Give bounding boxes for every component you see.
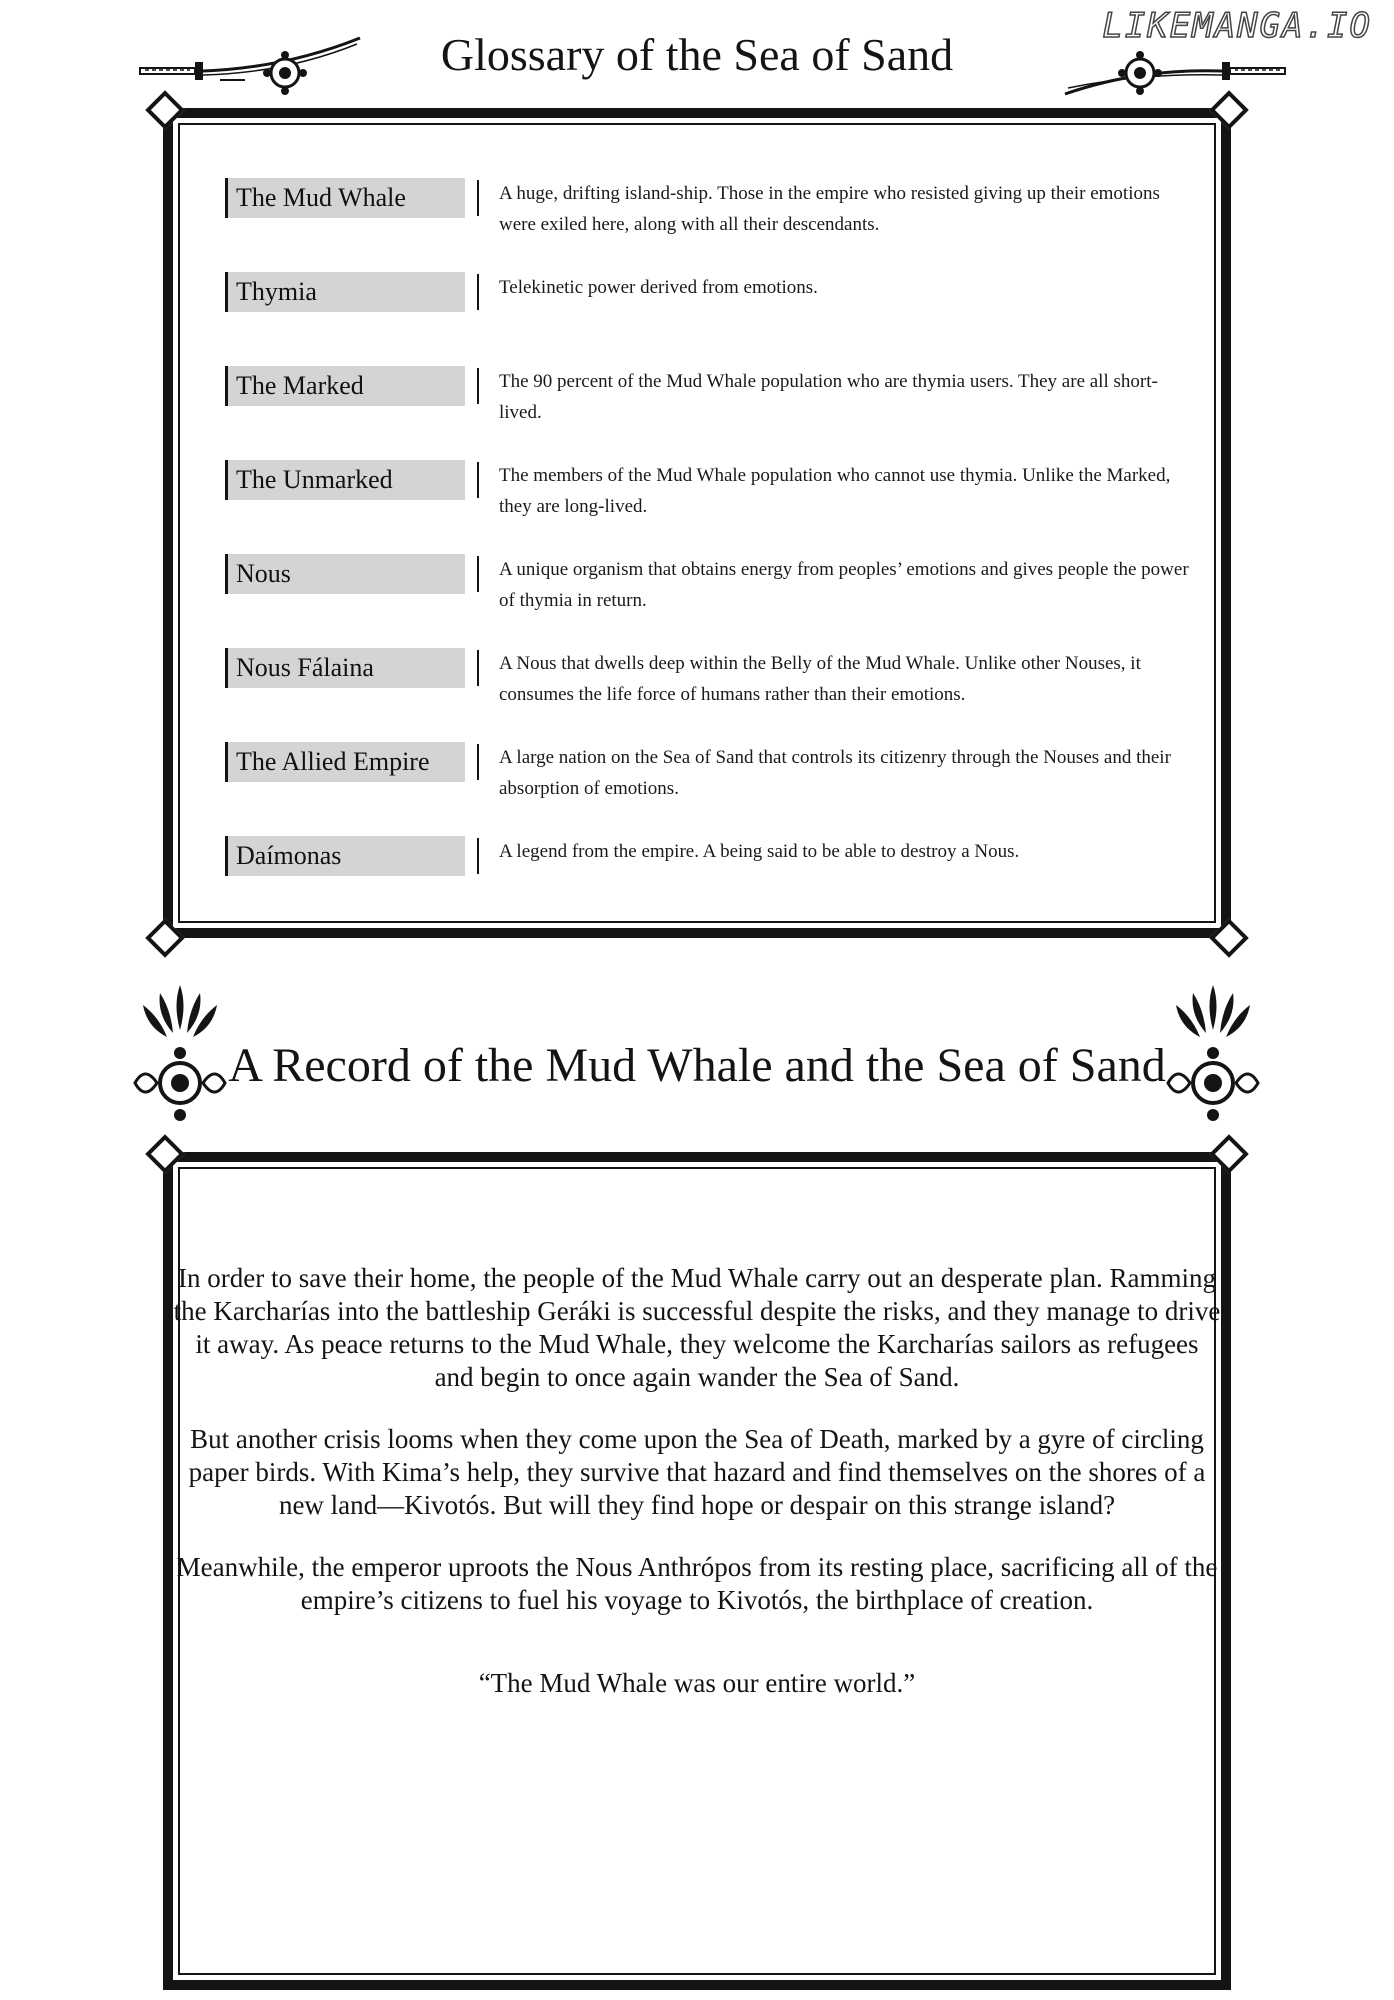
glossary-term: Thymia <box>225 272 465 312</box>
glossary-definition: A Nous that dwells deep within the Belly of the Mud Whale. Unlike other Nouses, it consumes the life force of humans rather than their emotions. <box>499 653 1141 705</box>
watermark: LIKEMANGA.IO <box>1102 6 1372 46</box>
glossary-term: The Allied Empire <box>225 742 465 782</box>
record-body <box>173 1262 1221 1729</box>
glossary-definition: A huge, drifting island-ship. Those in the empire who resisted giving up their emotions were exiled here, along with all their descendants. <box>499 183 1160 235</box>
record-paragraph: Meanwhile, the emperor uproots the Nous Anthrópos from its resting place, sacrificing all of the empire’s citizens to fuel his voyage to Kivotós, the birthplace of creation. <box>176 1552 1218 1615</box>
glossary-definition: The 90 percent of the Mud Whale population who are thymia users. They are all short-lived. <box>499 371 1158 423</box>
record-paragraph: But another crisis looms when they come upon the Sea of Death, marked by a gyre of circling paper birds. With Kima’s help, they survive that hazard and find themselves on the shores of a new land—Kivotós. But will they find hope or despair on this strange island? <box>188 1424 1206 1520</box>
glossary-term: The Mud Whale <box>225 178 465 218</box>
glossary-definition: A legend from the empire. A being said to be able to destroy a Nous. <box>499 841 1020 862</box>
glossary-definition: The members of the Mud Whale population who cannot use thymia. Unlike the Marked, they are long-lived. <box>499 465 1171 517</box>
glossary-title: Glossary of the Sea of Sand <box>440 29 954 80</box>
glossary-term: Nous <box>225 554 465 594</box>
glossary-term: Daímonas <box>225 836 465 876</box>
glossary-definition: A unique organism that obtains energy from peoples’ emotions and gives people the power of thymia in return. <box>499 559 1189 611</box>
glossary-term: Nous Fálaina <box>225 648 465 688</box>
glossary-definition: A large nation on the Sea of Sand that controls its citizenry through the Nouses and their absorption of emotions. <box>499 747 1171 799</box>
record-quote: “The Mud Whale was our entire world.” <box>478 1668 916 1698</box>
record-panel <box>163 1152 1231 1990</box>
glossary-term: The Unmarked <box>225 460 465 500</box>
glossary-panel <box>163 108 1231 938</box>
record-paragraph: In order to save their home, the people of the Mud Whale carry out an desperate plan. Ramming the Karcharías into the battleship Geráki is successful despite the risks, and they manage to drive it away. As peace returns to the Mud Whale, they welcome the Karcharías sailors as refugees and begin to once again wander the Sea of Sand. <box>173 1263 1221 1392</box>
glossary-term: The Marked <box>225 366 465 406</box>
glossary-definition: Telekinetic power derived from emotions. <box>499 277 818 298</box>
record-title: A Record of the Mud Whale and the Sea of Sand <box>228 1039 1166 1092</box>
